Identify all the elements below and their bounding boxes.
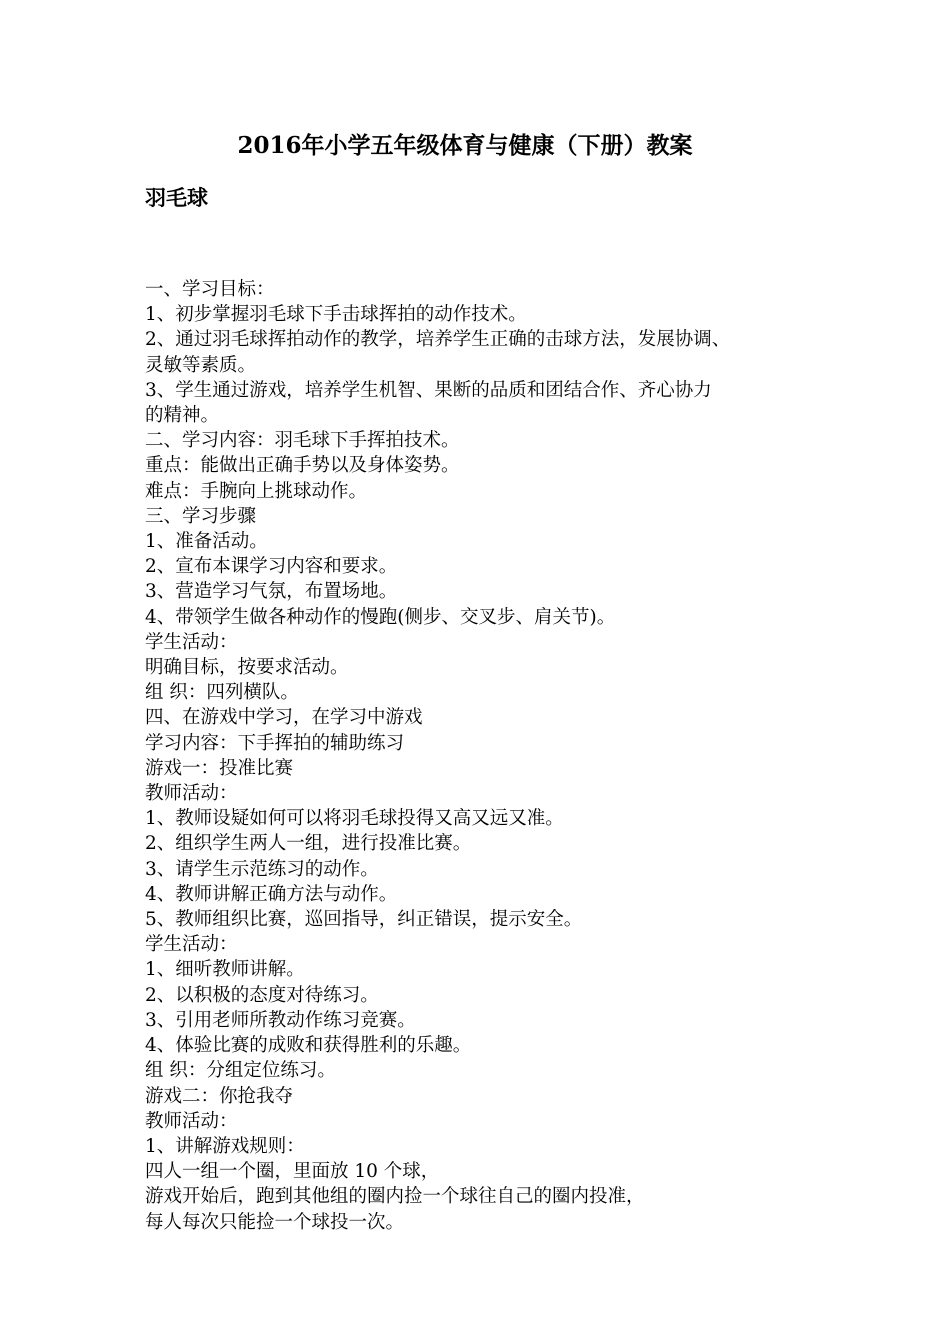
paragraph-line: 教师活动： [145,1110,238,1132]
paragraph-line: 学生活动： [145,934,238,956]
paragraph-line: 每人每次只能捡一个球投一次。 [145,1211,405,1233]
paragraph-line: 游戏开始后，跑到其他组的圈内捡一个球往自己的圈内投准， [145,1186,645,1208]
paragraph-line: 四、在游戏中学习，在学习中游戏 [145,707,423,729]
document-subtitle: 羽毛球 [145,186,208,210]
paragraph-line: 重点：能做出正确手势以及身体姿势。 [145,455,460,477]
paragraph-line: 难点：手腕向上挑球动作。 [145,480,368,502]
paragraph-line: 一、学习目标： [145,279,275,300]
paragraph-line: 组 织：分组定位练习。 [145,1060,336,1082]
paragraph-line: 组 织：四列横队。 [145,682,299,704]
paragraph-line: 学生活动： [145,631,238,653]
document-body [145,277,835,1235]
paragraph-line: 4、带领学生做各种动作的慢跑(侧步、交叉步、肩关节)。 [145,606,616,628]
paragraph-line: 的精神。 [145,405,220,427]
paragraph-line: 3、营造学习气氛，布置场地。 [145,581,398,603]
paragraph-line: 5、教师组织比赛，巡回指导，纠正错误，提示安全。 [145,909,583,931]
paragraph-line: 1、讲解游戏规则： [145,1135,305,1157]
paragraph-line: 灵敏等素质。 [145,354,257,376]
paragraph-line: 3、引用老师所教动作练习竞赛。 [145,1009,416,1031]
paragraph-line: 1、初步掌握羽毛球下手击球挥拍的动作技术。 [145,304,527,326]
paragraph-line: 3、请学生示范练习的动作。 [145,858,379,880]
paragraph-line: 2、以积极的态度对待练习。 [145,984,379,1006]
paragraph-line: 2、宣布本课学习内容和要求。 [145,556,398,578]
paragraph-line: 二、学习内容：羽毛球下手挥拍技术。 [145,430,460,452]
paragraph-line: 明确目标，按要求活动。 [145,657,349,679]
paragraph-line: 游戏二：你抢我夺 [145,1085,294,1107]
paragraph-line: 四人一组一个圈，里面放 10 个球， [145,1161,440,1183]
paragraph-line: 4、体验比赛的成败和获得胜利的乐趣。 [145,1035,472,1057]
paragraph-line: 游戏一：投准比赛 [145,757,294,779]
paragraph-line: 2、组织学生两人一组，进行投准比赛。 [145,833,472,855]
paragraph-line: 4、教师讲解正确方法与动作。 [145,883,398,905]
paragraph-line: 1、准备活动。 [145,531,268,553]
paragraph-line: 1、细听教师讲解。 [145,959,305,981]
paragraph-line: 学习内容：下手挥拍的辅助练习 [145,732,405,754]
paragraph-line: 2、通过羽毛球挥拍动作的教学，培养学生正确的击球方法，发展协调、 [145,329,731,351]
paragraph-line: 1、教师设疑如何可以将羽毛球投得又高又远又准。 [145,808,564,830]
document-title: 2016年小学五年级体育与健康（下册）教案 [237,132,693,159]
paragraph-line: 3、学生通过游戏，培养学生机智、果断的品质和团结合作、齐心协力 [145,379,712,401]
paragraph-line: 教师活动： [145,783,238,805]
paragraph-line: 三、学习步骤 [145,505,257,527]
